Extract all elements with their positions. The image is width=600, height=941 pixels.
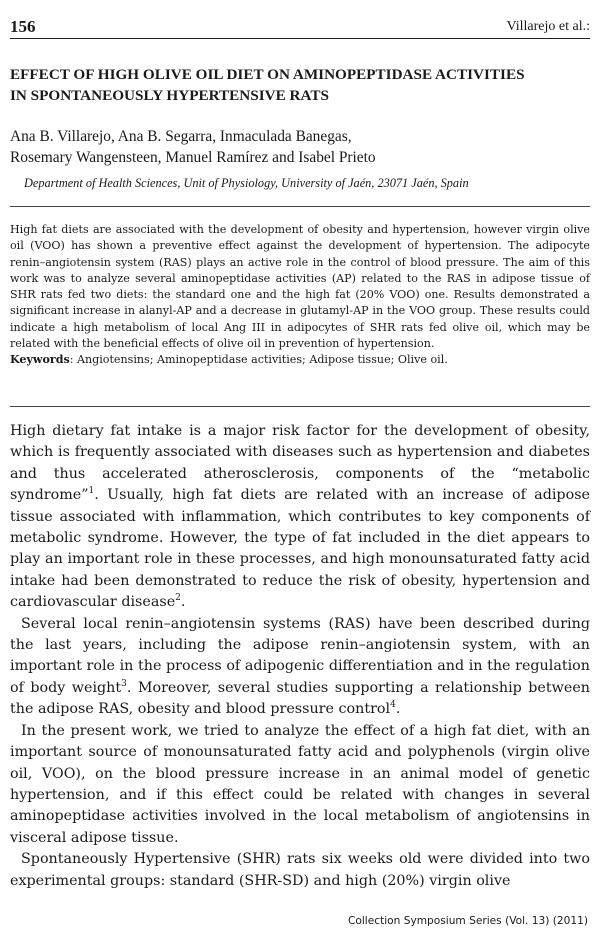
authors-line-1: Ana B. Villarejo, Ana B. Segarra, Inmaculada Banegas, <box>10 128 352 145</box>
title-line-1: EFFECT OF HIGH OLIVE OIL DIET ON AMINOPEPTIDASE ACTIVITIES <box>10 66 525 83</box>
paragraph-2-part-b: . Moreover, several studies supporting a relationship between the adipose RAS, obesity and blood pressure control <box>10 679 590 718</box>
abstract-top-rule <box>10 206 590 207</box>
citation-4: 4 <box>390 700 396 711</box>
author-list <box>10 126 595 168</box>
paragraph-2-part-a: Several local renin–angiotensin systems (RAS) have been described during the last years, including the adipose renin–angiotensin system, with an important role in the process of adipogenic differentiation and in the regulation of body weight <box>10 615 590 696</box>
title-line-2: IN SPONTANEOUSLY HYPERTENSIVE RATS <box>10 87 329 104</box>
keywords-label: Keywords <box>10 353 70 367</box>
authors-line-2: Rosemary Wangensteen, Manuel Ramírez and Isabel Prieto <box>10 149 376 166</box>
page-footer: Collection Symposium Series (Vol. 13) (2011) <box>347 915 588 927</box>
citation-3: 3 <box>121 679 127 690</box>
paragraph-1 <box>10 421 590 614</box>
citation-1: 1 <box>88 486 95 497</box>
paragraph-4: Spontaneously Hypertensive (SHR) rats six weeks old were divided into two experimental groups: standard (SHR-SD) and high (20%) virgin olive <box>10 851 590 889</box>
body-text <box>10 421 590 892</box>
paragraph-1-part-a: High dietary fat intake is a major risk factor for the development of obesity, which is frequently associated with diseases such as hypertension and diabetes and thus accelerated atherosclerosis, components of the “metabolic syndrome” <box>10 423 590 504</box>
paragraph-2-part-c: . <box>395 701 401 718</box>
abstract-bottom-rule <box>10 406 590 407</box>
citation-2: 2 <box>175 593 181 604</box>
paragraph-1-part-c: . <box>180 594 186 611</box>
keywords <box>10 352 590 368</box>
abstract <box>10 222 590 369</box>
paragraph-2 <box>10 614 590 721</box>
running-head: Villarejo et al.: <box>506 19 590 34</box>
page-header <box>10 14 590 39</box>
affiliation: Department of Health Sciences, Unit of Physiology, University of Jaén, 23071 Jaén, Spain <box>24 176 469 190</box>
abstract-text: High fat diets are associated with the development of obesity and hypertension, however virgin olive oil (VOO) has shown a preventive effect against the development of hypertension. The adipocyte renin–angiotensin system (RAS) plays an active role in the control of blood pressure. The aim of this work was to analyze several aminopeptidase activities (AP) related to the RAS in adipose tissue of SHR rats fed two diets: the standard one and the high fat (20% VOO) one. Results demonstrated a significant increase in alanyl-AP and a decrease in glutamyl-AP in the VOO group. These results could indicate a high metabolism of local Ang III in adipocytes of SHR rats fed olive oil, which may be related with the beneficial effects of olive oil in prevention of hypertension. <box>10 223 590 351</box>
keywords-list: : Angiotensins; Aminopeptidase activities; Adipose tissue; Olive oil. <box>69 353 448 367</box>
paragraph-3: In the present work, we tried to analyze the effect of a high fat diet, with an important source of monounsaturated fatty acid and polyphenols (virgin olive oil, VOO), on the blood pressure increase in an animal model of genetic hypertension, and if this effect could be related with changes in several aminopeptidase activities involved in the local metabolism of angiotensins in visceral adipose tissue. <box>10 722 590 846</box>
article-title <box>10 64 590 106</box>
page-number: 156 <box>10 17 36 36</box>
paragraph-1-part-b: . Usually, high fat diets are related with an increase of adipose tissue associated with inflammation, which contributes to key components of metabolic syndrome. However, the type of fat included in the diet appears to play an important role in these processes, and high monounsaturated fatty acid intake had been demonstrated to reduce the risk of obesity, hypertension and cardiovascular disease <box>10 487 590 611</box>
